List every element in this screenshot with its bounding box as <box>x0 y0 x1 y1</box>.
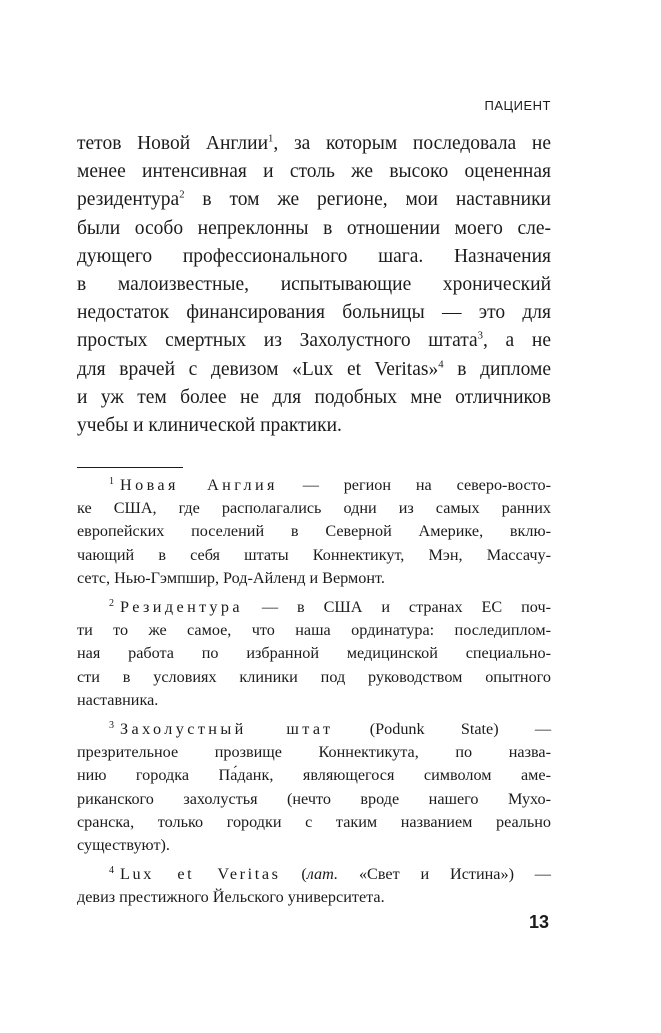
language-note: лат. <box>306 865 339 884</box>
footnote-term: Новая Англия <box>120 476 278 494</box>
footnote-number: 3 <box>109 719 115 731</box>
footnote-ref[interactable]: 3 <box>477 329 483 342</box>
text-line: и уж тем более не для подобных мне отличников <box>77 386 551 408</box>
text-line: для врачей с девизом «Lux et Veritas»$^4$ в дипломе <box>77 358 551 380</box>
footnote-separator <box>77 467 183 468</box>
text-line: в малоизвестные, испытывающие хронический <box>77 274 551 296</box>
footnote-term: Захолустный штат <box>120 720 334 739</box>
footnotes <box>77 474 551 916</box>
text-line: менее интенсивная и столь же высоко оцененная <box>77 161 551 183</box>
footnote-4: $^4$ Lux et Veritas (лат. «Свет и Истина») — девиз престижного Йельского университета. <box>77 864 551 907</box>
footnote-ref[interactable]: 4 <box>438 358 444 371</box>
text-line: резидентура$^2$ в том же регионе, мои наставники <box>77 188 551 211</box>
text-line: дующего профессионального шага. Назначения <box>77 245 551 267</box>
footnote-term: Резидентура <box>120 598 243 617</box>
text-line: простых смертных из Захолустного штата$^3$, а не <box>77 329 551 352</box>
footnote-2: $^2$ Резидентура — в США и странах ЕС поч- ти то же самое, что наша ординатура: последиплом- ная работа по избранной медицинской специально- сти в условиях клиники под руководством опытного наставника. <box>77 597 551 709</box>
text-line: были особо непреклонны в отношении моего сле- <box>77 217 551 239</box>
running-head: ПАЦИЕНТ <box>484 98 551 113</box>
text-line: учебы и клинической практики. <box>77 415 342 437</box>
footnote-ref[interactable]: 1 <box>268 132 274 145</box>
footnote-number: 4 <box>109 864 115 876</box>
main-text <box>77 130 551 440</box>
text-line: тетов Новой Англии$^1$, за которым последовала не <box>77 132 551 154</box>
text-line: недостаток финансирования больницы — это для <box>77 302 551 324</box>
footnote-number: 1 <box>109 475 115 487</box>
footnote-ref[interactable]: 2 <box>179 188 185 201</box>
page-number: 13 <box>528 912 549 932</box>
footnote-3: $^3$ Захолустный штат (Podunk State) — презрительное прозвище Коннектикута, по назва- нию городка Па́данк, являющегося символом аме- риканского захолустья (нечто вроде нашего Мухо- сранска, только городки с таким названием реально существуют). <box>77 719 552 855</box>
footnote-term: Lux et Veritas <box>120 865 281 884</box>
footnote-number: 2 <box>109 597 115 609</box>
footnote-1: $^1$ Новая Англия — регион на северо-восто- ке США, где располагались одни из самых ранних европейских поселений в Северной Америке, вклю- чающий в себя штаты Коннектикут, Мэн, Массачу- сетс, Нью-Гэмпшир, Род-Айленд и Вермонт. <box>77 475 552 587</box>
